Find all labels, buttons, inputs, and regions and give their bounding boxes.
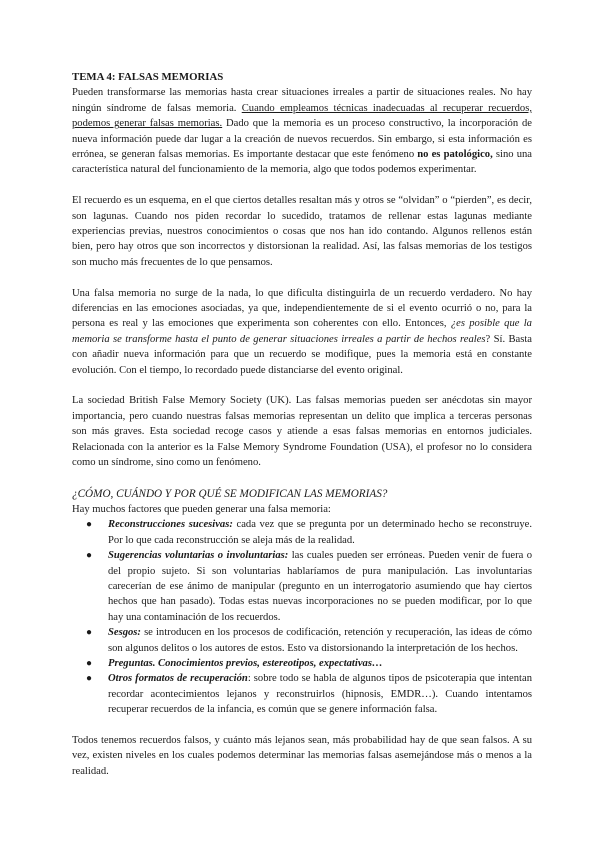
bullet-icon: ● bbox=[86, 627, 93, 639]
italic-question: ¿es posible que la memoria se transforme hasta el punto de generar situaciones irreales a partir de hechos reales bbox=[72, 318, 532, 345]
item-label: Sesgos: bbox=[108, 627, 141, 639]
paragraph-recuerdo: El recuerdo es un esquema, en el que ciertos detalles resaltan más y otros se “olvidan” o “pierden”, es decir, son lagunas. Cuando nos piden recordar lo sucedido, tratamos de rellenar estas lagunas mediante experiencias previas, nuestros conocimientos o cosas que nos han ido contando. Algunos rellenos están bien, pero hay otros que son incorrectos y distorsionan la realidad. Así, las falsas memorias de los testigos son mucho más frecuentes de lo que pensamos. bbox=[72, 195, 532, 268]
text-run: Dado que la memoria es un proceso constructivo, la incorporación de nueva información puede dar lugar a la creación de nuevos recuerdos. Sin embargo, si esta información es errónea, se generan falsas memorias. Es importante destacar que este fenómeno bbox=[72, 118, 532, 161]
text-run: Pueden transformarse las memorias hasta crear situaciones irreales a partir de situaciones reales. No hay ningún síndrome de falsas memoria. bbox=[72, 87, 532, 114]
item-text: se introducen en los procesos de codificación, retención y recuperación, las ideas de cómo son algunos delitos o los autores de estos. Esto va distorsionando la interpretación de los hechos. bbox=[108, 627, 532, 654]
item-text: cada vez que se pregunta por un determinado hecho se reconstruye. Por lo que cada reconstrucción se aleja más de la realidad. bbox=[108, 519, 532, 546]
document-body bbox=[72, 70, 532, 779]
list-item bbox=[72, 548, 532, 625]
factors-list bbox=[72, 517, 532, 717]
page-title: TEMA 4: FALSAS MEMORIAS bbox=[72, 71, 224, 83]
bold-text: no es patológico, bbox=[417, 149, 493, 161]
bullet-icon: ● bbox=[86, 519, 93, 531]
underlined-text: Cuando empleamos técnicas inadecuadas al recuperar recuerdos, podemos generar falsas memorias. bbox=[72, 102, 532, 130]
bullet-icon: ● bbox=[86, 550, 93, 562]
paragraph-intro bbox=[72, 85, 532, 177]
list-item bbox=[72, 671, 532, 717]
text-run: Una falsa memoria no surge de la nada, lo que dificulta distinguirla de un recuerdo verdadero. No hay diferencias en las emociones asociadas, ya que, independientemente de si el evento ocurrió o no, para la persona es real y las emociones que experimenta son coherentes con ello. Entonces, bbox=[72, 287, 532, 330]
section-heading: ¿CÓMO, CUÁNDO Y POR QUÉ SE MODIFICAN LAS MEMORIAS? bbox=[72, 487, 388, 500]
item-text: las cuales pueden ser erróneas. Pueden venir de fuera o del propio sujeto. Si son voluntarias hablaríamos de pura manipulación. Las involuntarias carecerían de ese ánimo de manipular (pregunto en un interrogatorio asumiendo que hay ciertos hechos que han pasado). Todas estas nuevas incorporaciones no se pueden modificar, por lo que hay una contaminación de los recuerdos. bbox=[108, 550, 533, 623]
list-item bbox=[72, 517, 532, 548]
section-intro: Hay muchos factores que pueden generar una falsa memoria: bbox=[72, 503, 331, 515]
list-item bbox=[72, 625, 532, 656]
paragraph-sociedad: La sociedad British False Memory Society (UK). Las falsas memorias pueden ser anécdotas sin mayor importancia, pero cuando nuestras falsas memorias representan un delito que implica a terceras personas son más graves. Esta sociedad recoge casos y atiende a esas falsas memorias en entornos judiciales. Relacionada con la anterior es la False Memory Syndrome Foundation (USA), el profesor no lo considera como un síndrome, sino como un fenómeno. bbox=[72, 395, 532, 469]
item-label: Otros formatos de recuperación bbox=[108, 673, 248, 685]
item-label: Sugerencias voluntarias o involuntarias: bbox=[108, 550, 289, 562]
paragraph-falsa-memoria bbox=[72, 286, 532, 378]
item-label: Reconstrucciones sucesivas: bbox=[108, 519, 233, 531]
text-run: ? Sí. Basta con añadir nueva información para que un recuerdo se modifique, pues la memoria está en constante evolución. Con el tiempo, lo recordado puede distanciarse del evento original. bbox=[72, 333, 532, 376]
item-label: Preguntas. Conocimientos previos, estereotipos, expectativas… bbox=[108, 657, 383, 669]
bullet-icon: ● bbox=[86, 657, 93, 669]
text-run: sino una característica natural del funcionamiento de la memoria, algo que todos podemos experimentar. bbox=[72, 149, 532, 176]
list-item bbox=[72, 656, 532, 671]
item-text: : sobre todo se habla de algunos tipos de psicoterapia que intentan recordar acontecimientos lejanos y reconstruirlos (hipnosis, EMDR…). Cuando intentamos recuperar recuerdos de la infancia, es común que se genere información falsa. bbox=[108, 673, 532, 716]
paragraph-closing: Todos tenemos recuerdos falsos, y cuánto más lejanos sean, más probabilidad hay de que sean falsos. A su vez, existen niveles en los cuales podemos determinar las memorias falsas asemejándose más o menos a la realidad. bbox=[72, 735, 532, 777]
bullet-icon: ● bbox=[86, 673, 93, 685]
